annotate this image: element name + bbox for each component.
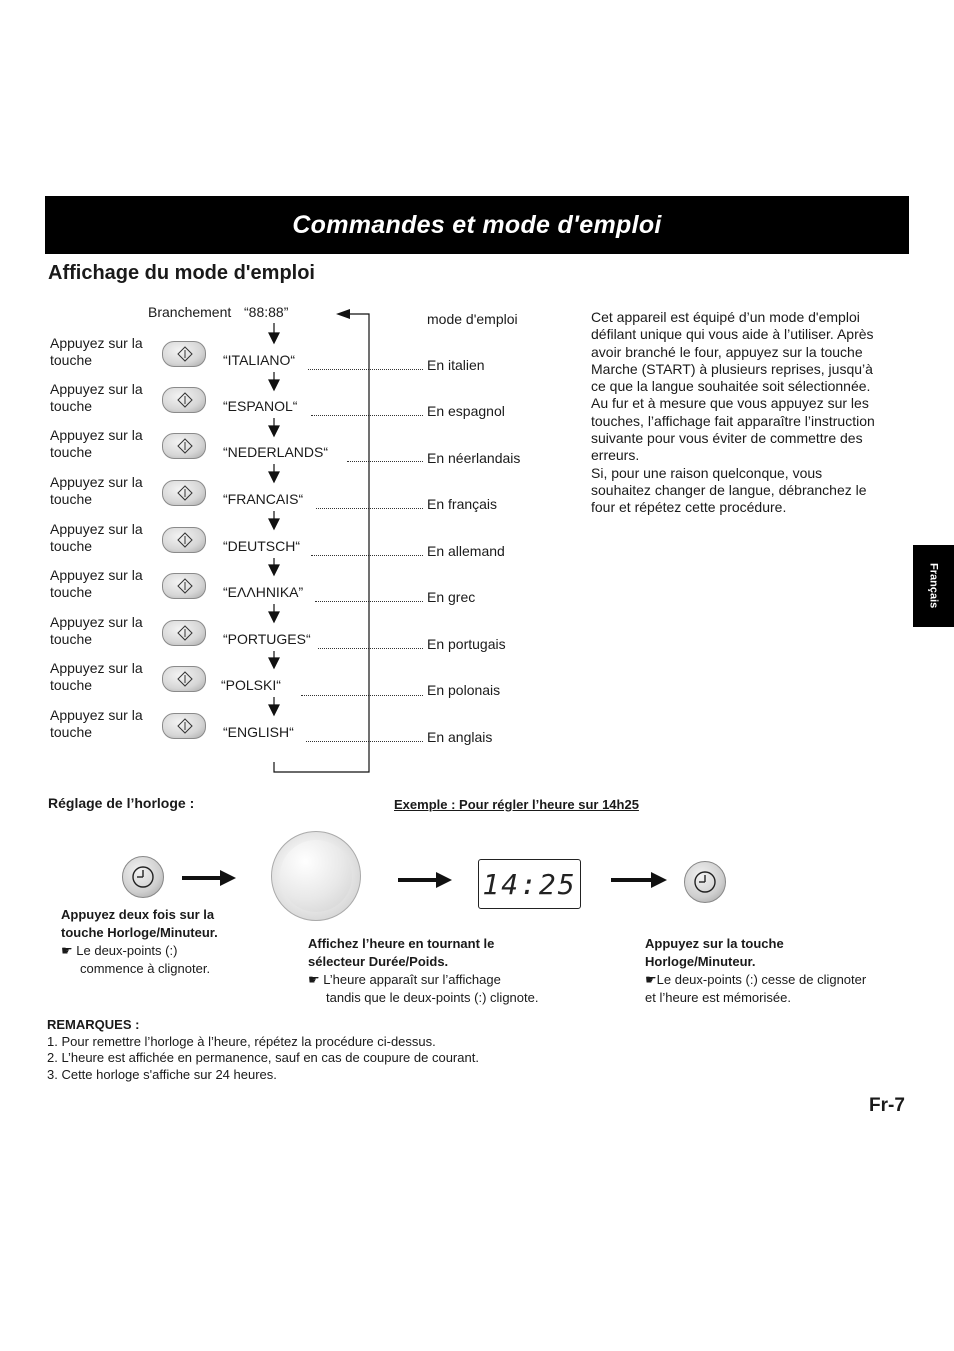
description-line: Si, pour une raison quelconque, vous	[591, 464, 823, 481]
step-bold-line: touche Horloge/Minuteur.	[61, 925, 218, 940]
step-bold-line: Appuyez deux fois sur la	[61, 907, 215, 922]
press-label: Appuyez sur la touche	[50, 335, 143, 368]
display-step-1: “ITALIANO“	[223, 352, 296, 368]
description-line: avoir branché le four, appuyez sur la touche	[591, 343, 863, 360]
remarks	[47, 1017, 479, 1083]
page-title: Commandes et mode d'emploi	[292, 210, 662, 239]
clock-step-arrows	[0, 860, 954, 900]
branchement-meaning: mode d'emploi	[427, 311, 518, 327]
description-line: souhaitez changer de langue, débranchez le	[591, 481, 867, 498]
meaning-step-2: En espagnol	[427, 403, 505, 419]
press-label: Appuyez sur la touche	[50, 567, 143, 600]
step-note-line: commence à clignoter.	[80, 961, 211, 976]
meaning-step-7: En portugais	[427, 636, 506, 652]
remark-item: 1. Pour remettre l’horloge à l’heure, répétez la procédure ci-dessus.	[47, 1033, 436, 1049]
press-label: Appuyez sur la touche	[50, 614, 143, 647]
display-step-3: “NEDERLANDS“	[223, 444, 329, 460]
display-step-6: “ΕΛΛΗΝΙΚΑ”	[223, 584, 304, 600]
display-step-8: “POLSKI“	[221, 677, 281, 693]
side-tab-label: Français	[927, 563, 940, 609]
press-label: Appuyez sur la touche	[50, 474, 143, 507]
step-note-line: ☛ Le deux-points (:)	[61, 943, 178, 958]
section-title: Affichage du mode d'emploi	[48, 262, 315, 284]
description-line: ce que la langue souhaitée soit sélectionnée.	[591, 378, 871, 395]
meaning-step-4: En français	[427, 496, 498, 512]
description-line: Marche (START) à plusieurs reprises, jusqu’à	[591, 360, 873, 377]
remarks-title: REMARQUES :	[47, 1017, 140, 1032]
display-step-5: “DEUTSCH“	[223, 538, 300, 554]
step-note-line: tandis que le deux-points (:) clignote.	[326, 990, 539, 1005]
meaning-step-3: En néerlandais	[427, 450, 521, 466]
clock-display-value: 14:25	[482, 867, 577, 901]
clock-step-1-text	[61, 906, 218, 978]
description-line: défilant unique qui vous aide à l’utiliser. Après	[591, 326, 874, 343]
display-step-4: “FRANCAIS“	[223, 491, 304, 507]
meaning-step-1: En italien	[427, 357, 485, 373]
description-line: touches, l’affichage fait apparaître l’instruction	[591, 412, 875, 429]
step-bold-line: Affichez l’heure en tournant le	[308, 936, 495, 951]
description-text	[591, 309, 891, 517]
description-line: Au fur et à mesure que vous appuyez sur les	[591, 395, 869, 412]
press-label: Appuyez sur la touche	[50, 427, 143, 460]
clock-section-title: Réglage de l’horloge :	[48, 795, 195, 811]
meaning-step-8: En polonais	[427, 682, 501, 698]
page-number: Fr-7	[869, 1095, 905, 1116]
step-note-line: ☛Le deux-points (:) cesse de clignoter	[645, 972, 867, 987]
description-line: Cet appareil est équipé d’un mode d'emploi	[591, 309, 860, 325]
step-bold-line: Horloge/Minuteur.	[645, 954, 756, 969]
step-note-line: et l’heure est mémorisée.	[645, 990, 791, 1005]
step-bold-line: sélecteur Durée/Poids.	[308, 954, 449, 969]
branchement-display: “88:88”	[244, 304, 289, 320]
step-bold-line: Appuyez sur la touche	[645, 936, 784, 951]
meaning-step-6: En grec	[427, 589, 476, 605]
press-label: Appuyez sur la touche	[50, 660, 143, 693]
display-step-9: “ENGLISH“	[223, 724, 294, 740]
step-note-line: ☛ L’heure apparaît sur l’affichage	[308, 972, 501, 987]
branchement-label: Branchement	[148, 304, 232, 320]
clock-example: Exemple : Pour régler l’heure sur 14h25	[394, 797, 639, 812]
meaning-step-9: En anglais	[427, 729, 493, 745]
display-step-7: “PORTUGES“	[223, 631, 311, 647]
clock-step-2-text	[308, 935, 538, 1007]
description-line: suivante pour vous éviter de commettre des	[591, 430, 863, 447]
remark-item: 2. L’heure est affichée en permanence, sauf en cas de coupure de courant.	[47, 1050, 479, 1065]
display-step-2: “ESPANOL“	[223, 398, 298, 414]
clock-step-3-text	[645, 935, 866, 1007]
press-label: Appuyez sur la touche	[50, 521, 143, 554]
meaning-step-5: En allemand	[427, 543, 505, 559]
remark-item: 3. Cette horloge s'affiche sur 24 heures.	[47, 1066, 277, 1082]
description-line: four et répétez cette procédure.	[591, 499, 787, 516]
press-label: Appuyez sur la touche	[50, 707, 143, 740]
description-line: erreurs.	[591, 447, 640, 464]
press-label: Appuyez sur la touche	[50, 381, 143, 414]
